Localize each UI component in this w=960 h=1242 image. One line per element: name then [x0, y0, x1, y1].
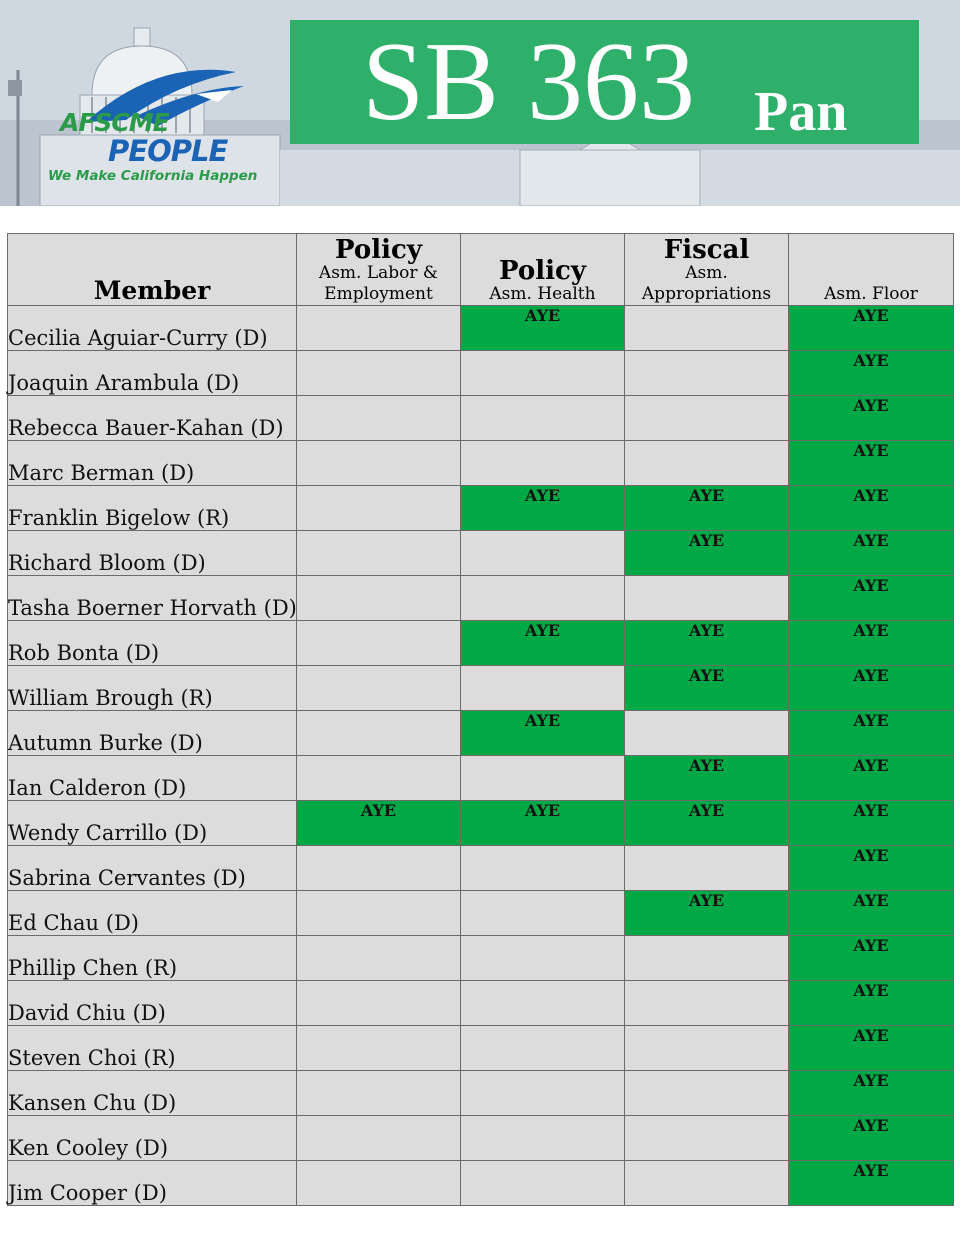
member-name-cell — [8, 666, 297, 711]
vote-cell — [297, 711, 461, 756]
vote-cell — [461, 351, 625, 396]
vote-cell: AYE — [789, 1071, 954, 1116]
vote-cell — [625, 396, 789, 441]
vote-cell: AYE — [625, 486, 789, 531]
member-name-cell — [8, 891, 297, 936]
vote-cell: AYE — [789, 666, 954, 711]
table-row — [8, 666, 954, 711]
vote-cell — [461, 981, 625, 1026]
vote-cell — [297, 1071, 461, 1116]
member-name: Rebecca Bauer-Kahan (D) — [8, 415, 284, 440]
vote-cell: AYE — [297, 801, 461, 846]
vote-cell — [297, 531, 461, 576]
member-name-cell — [8, 486, 297, 531]
vote-cell: AYE — [461, 711, 625, 756]
vote-cell — [297, 306, 461, 351]
vote-cell — [461, 1026, 625, 1071]
vote-cell — [461, 1116, 625, 1161]
vote-cell: AYE — [789, 576, 954, 621]
vote-cell — [297, 666, 461, 711]
bill-title: SB 363 — [362, 20, 695, 144]
member-name: Cecilia Aguiar-Curry (D) — [8, 325, 268, 350]
table-row — [8, 801, 954, 846]
logo-afscme-text: AFSCME — [60, 108, 169, 137]
member-name-cell — [8, 1116, 297, 1161]
vote-cell: AYE — [625, 531, 789, 576]
vote-cell — [297, 1026, 461, 1071]
bill-author: Pan — [754, 81, 848, 143]
vote-cell — [461, 891, 625, 936]
member-name: Tasha Boerner Horvath (D) — [8, 595, 297, 620]
table-row — [8, 531, 954, 576]
vote-cell — [297, 756, 461, 801]
member-name: Ed Chau (D) — [8, 910, 139, 935]
vote-cell — [461, 846, 625, 891]
member-name: Autumn Burke (D) — [8, 730, 203, 755]
vote-cell: AYE — [789, 846, 954, 891]
table-row — [8, 576, 954, 621]
member-name-cell — [8, 1161, 297, 1206]
table-row — [8, 441, 954, 486]
vote-table — [7, 233, 954, 1206]
member-name-cell — [8, 576, 297, 621]
vote-cell — [461, 1071, 625, 1116]
member-name: Ken Cooley (D) — [8, 1135, 169, 1160]
member-name: Joaquin Arambula (D) — [8, 370, 240, 395]
vote-cell: AYE — [461, 801, 625, 846]
table-row — [8, 981, 954, 1026]
vote-cell — [625, 576, 789, 621]
member-name: Marc Berman (D) — [8, 460, 195, 485]
vote-cell: AYE — [625, 801, 789, 846]
vote-cell — [625, 351, 789, 396]
vote-cell — [625, 1116, 789, 1161]
member-name-cell — [8, 621, 297, 666]
vote-cell: AYE — [789, 711, 954, 756]
vote-cell — [297, 936, 461, 981]
column-header-floor: Asm. Floor — [789, 234, 954, 306]
column-header-health: Policy Asm. Health — [461, 234, 625, 306]
table-row — [8, 1026, 954, 1071]
member-name: Wendy Carrillo (D) — [8, 820, 208, 845]
vote-cell — [297, 396, 461, 441]
member-name: Ian Calderon (D) — [8, 775, 187, 800]
member-name: David Chiu (D) — [8, 1000, 166, 1025]
vote-cell: AYE — [789, 891, 954, 936]
vote-cell — [625, 1161, 789, 1206]
title-box — [290, 20, 919, 144]
vote-cell — [461, 396, 625, 441]
member-name-cell — [8, 1026, 297, 1071]
vote-cell — [297, 1161, 461, 1206]
vote-cell: AYE — [789, 351, 954, 396]
vote-cell — [625, 441, 789, 486]
vote-cell — [297, 1116, 461, 1161]
vote-cell — [625, 981, 789, 1026]
vote-cell — [461, 936, 625, 981]
table-row — [8, 936, 954, 981]
member-name-cell — [8, 351, 297, 396]
member-name-cell — [8, 441, 297, 486]
vote-cell — [461, 1161, 625, 1206]
vote-cell: AYE — [789, 306, 954, 351]
member-name: Kansen Chu (D) — [8, 1090, 177, 1115]
vote-cell: AYE — [625, 621, 789, 666]
vote-cell: AYE — [789, 486, 954, 531]
vote-cell: AYE — [789, 1116, 954, 1161]
vote-cell: AYE — [461, 306, 625, 351]
logo-people-text: PEOPLE — [108, 134, 228, 168]
vote-cell: AYE — [789, 1161, 954, 1206]
vote-cell: AYE — [625, 756, 789, 801]
vote-cell — [625, 1071, 789, 1116]
vote-cell — [297, 891, 461, 936]
column-header-appropriations: Fiscal Asm. Appropriations — [625, 234, 789, 306]
member-name-cell — [8, 981, 297, 1026]
table-row — [8, 1116, 954, 1161]
member-name-cell — [8, 801, 297, 846]
table-row — [8, 711, 954, 756]
member-name: William Brough (R) — [8, 685, 213, 710]
table-row — [8, 891, 954, 936]
member-name-cell — [8, 306, 297, 351]
vote-cell: AYE — [789, 441, 954, 486]
vote-cell — [297, 981, 461, 1026]
vote-cell — [625, 1026, 789, 1071]
member-name-cell — [8, 756, 297, 801]
vote-cell — [297, 486, 461, 531]
member-name: Sabrina Cervantes (D) — [8, 865, 246, 890]
member-name-cell — [8, 531, 297, 576]
vote-cell: AYE — [789, 801, 954, 846]
vote-cell: AYE — [789, 981, 954, 1026]
table-row — [8, 846, 954, 891]
column-header-member: Member — [8, 234, 297, 306]
member-name-cell — [8, 396, 297, 441]
column-header-labor: Policy Asm. Labor & Employment — [297, 234, 461, 306]
vote-cell — [461, 531, 625, 576]
member-name: Franklin Bigelow (R) — [8, 505, 230, 530]
vote-cell: AYE — [625, 666, 789, 711]
member-name: Richard Bloom (D) — [8, 550, 206, 575]
vote-cell — [297, 351, 461, 396]
vote-cell — [461, 576, 625, 621]
vote-cell — [625, 711, 789, 756]
member-name: Phillip Chen (R) — [8, 955, 178, 980]
table-header-row — [8, 234, 954, 306]
table-row — [8, 351, 954, 396]
member-name-cell — [8, 846, 297, 891]
vote-cell: AYE — [789, 756, 954, 801]
vote-cell: AYE — [461, 486, 625, 531]
vote-cell — [461, 666, 625, 711]
vote-cell — [297, 441, 461, 486]
table-row — [8, 621, 954, 666]
table-row — [8, 1161, 954, 1206]
vote-cell — [625, 306, 789, 351]
logo-tagline: We Make California Happen — [48, 168, 258, 184]
vote-cell: AYE — [625, 891, 789, 936]
vote-cell — [461, 441, 625, 486]
vote-cell — [625, 846, 789, 891]
vote-cell — [461, 756, 625, 801]
vote-cell — [297, 846, 461, 891]
member-name-cell — [8, 711, 297, 756]
vote-cell: AYE — [461, 621, 625, 666]
table-row — [8, 1071, 954, 1116]
header-banner — [0, 0, 960, 206]
vote-cell — [297, 576, 461, 621]
vote-cell: AYE — [789, 936, 954, 981]
table-row — [8, 396, 954, 441]
member-name: Jim Cooper (D) — [8, 1180, 167, 1205]
table-row — [8, 486, 954, 531]
member-name-cell — [8, 936, 297, 981]
member-name-cell — [8, 1071, 297, 1116]
member-name: Steven Choi (R) — [8, 1045, 176, 1070]
table-row — [8, 306, 954, 351]
vote-cell — [625, 936, 789, 981]
table-row — [8, 756, 954, 801]
member-name: Rob Bonta (D) — [8, 640, 160, 665]
vote-cell: AYE — [789, 621, 954, 666]
vote-cell: AYE — [789, 396, 954, 441]
vote-cell: AYE — [789, 531, 954, 576]
vote-cell — [297, 621, 461, 666]
vote-cell: AYE — [789, 1026, 954, 1071]
